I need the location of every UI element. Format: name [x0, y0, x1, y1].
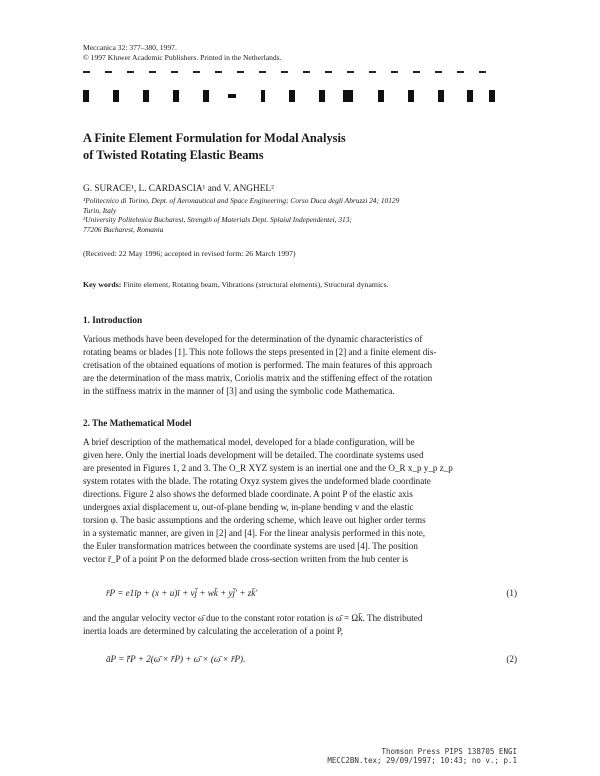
keywords-label: Key words: — [83, 280, 122, 289]
affiliation-1-cont: Turin, Italy — [83, 205, 117, 215]
journal-citation: Meccanica 32: 377–380, 1997. — [83, 43, 177, 52]
paragraph-line: the Euler transformation matrices between the coordinate systems are used [4]. The position — [83, 541, 418, 551]
section-heading-introduction: 1. Introduction — [83, 315, 143, 325]
model-paragraph — [83, 436, 517, 566]
equation-number-2: (2) — [506, 654, 517, 664]
paragraph-line: directions. Figure 2 also shows the deformed blade coordinate. A point P of the elastic axis — [83, 489, 413, 499]
paragraph-line: are the determination of the mass matrix, Coriolis matrix and the stiffening effect of the rotation — [83, 373, 433, 383]
paragraph-line: Various methods have been developed for the determination of the dynamic characteristics of — [83, 334, 423, 344]
keywords — [83, 280, 389, 289]
paragraph-line: rotating beams or blades [1]. This note follows the steps presented in [2] and a finite element dis- — [83, 347, 437, 357]
paragraph-line: vector r̄_P of a point P on the deformed blade cross-section written from the hub center is — [83, 554, 409, 564]
equation-number-1: (1) — [506, 588, 517, 598]
affiliation-1: ¹Politecnico di Torino, Dept. of Aeronautical and Space Engineering; Corso Duca degli Abruzzi 24; 10129 — [83, 196, 400, 205]
barcode-strip — [83, 90, 495, 102]
paragraph-line: undergoes axial displacement u, out-of-plane bending w, in-plane bending v and the elastic — [83, 502, 414, 512]
paragraph-line: in a systematic manner, are given in [2] and [4]. For the linear analysis performed in this note, — [83, 528, 426, 538]
paragraph-line: system rotates with the blade. The rotating Oxyz system gives the undeformed blade coordinate — [83, 476, 431, 486]
affiliation-2-cont: 77206 Bucharest, Romania — [83, 224, 164, 234]
received-dates: (Received: 22 May 1996; accepted in revised form: 26 March 1997) — [83, 249, 296, 258]
paragraph-line: and the angular velocity vector ω̄ due to the constant rotor rotation is ω̄ = Ωk̄. The distributed — [83, 613, 423, 623]
paragraph-line: given here. Only the inertial loads development will be detailed. The coordinate systems used — [83, 450, 424, 460]
authors: G. SURACE¹, L. CARDASCIA¹ and V. ANGHEL² — [83, 184, 274, 194]
paragraph-line: cretisation of the obtained equations of motion is performed. The main features of this approach — [83, 360, 433, 370]
paragraph-line: torsion φ. The basic assumptions and the ordering scheme, which leave out higher order terms — [83, 515, 426, 525]
dash-rule — [83, 70, 495, 74]
paragraph-line: inertia loads are determined by calculating the acceleration of a point P, — [83, 626, 344, 636]
affiliations — [83, 196, 503, 234]
title-line-2: of Twisted Rotating Elastic Beams — [83, 148, 264, 162]
introduction-paragraph — [83, 333, 517, 398]
paragraph-line: in the stiffness matrix in the manner of [3] and using the symbolic code Mathematica. — [83, 386, 395, 396]
paper-title — [83, 130, 513, 164]
journal-header — [83, 43, 282, 63]
publisher-line: © 1997 Kluwer Academic Publishers. Printed in the Netherlands. — [83, 53, 282, 62]
footer-line-2: MECC2BN.tex; 29/09/1997; 10:43; no v.; p.1 — [327, 756, 517, 765]
title-line-1: A Finite Element Formulation for Modal Analysis — [83, 131, 346, 145]
footer-line-1: Thomson Press PIPS 138705 ENGI — [381, 747, 517, 756]
paragraph-line: are presented in Figures 1, 2 and 3. The O_R XYZ system is an inertial one and the O_R x_p y_p z_p — [83, 463, 453, 473]
affiliation-2: ²University Politehnica Bucharest, Strength of Materials Dept. Splaiul Independentei, 313; — [83, 215, 352, 225]
section-heading-model: 2. The Mathematical Model — [83, 418, 192, 428]
paragraph-line: A brief description of the mathematical model, developed for a blade configuration, will be — [83, 437, 415, 447]
keywords-text: Finite element, Rotating beam, Vibrations (structural elements), Structural dynamics. — [123, 280, 389, 289]
equation-2: āP = r̄̈P + 2(ω̄ × r̄̇P) + ω̄ × (ω̄ × r̄P). — [106, 654, 246, 664]
equation-1: r̄P = e1īp + (x + u)ī + vj̄ + wk̄ + yj̄′ + zk̄′ — [106, 588, 258, 598]
model-paragraph-continued — [83, 612, 517, 638]
page-footer — [327, 747, 517, 765]
